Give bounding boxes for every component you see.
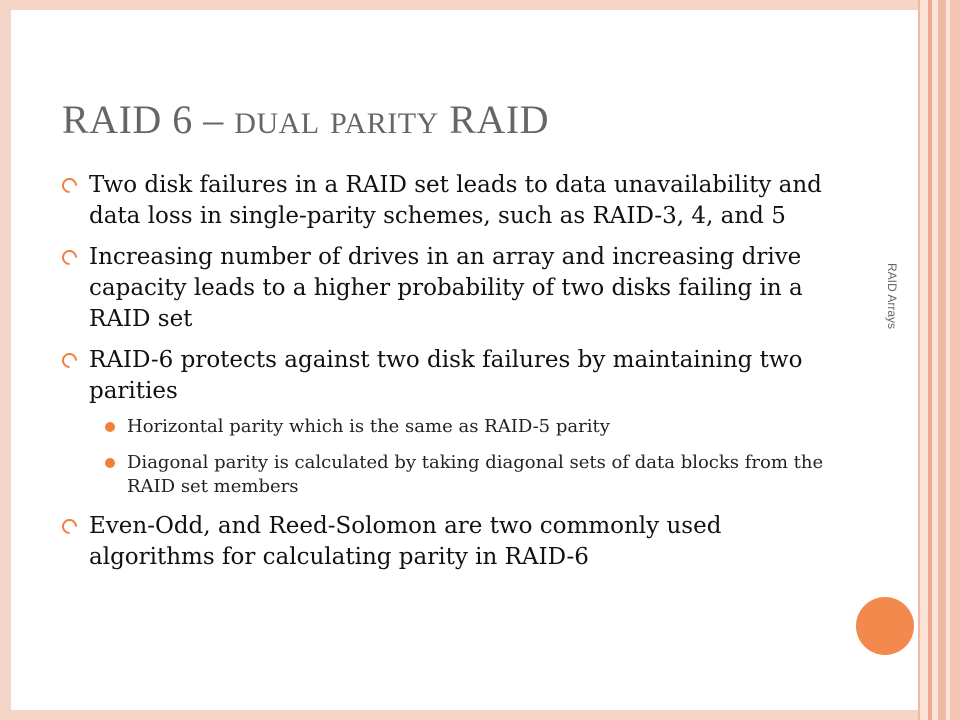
sub-bullet-dot-icon (105, 458, 115, 468)
bullet-list (60, 170, 840, 583)
bullet-text: Increasing number of drives in an array and increasing drive capacity leads to a higher probability of two disks failing in a RAID set (89, 244, 803, 332)
decorative-circle (856, 597, 914, 655)
bullet-item (60, 170, 840, 232)
bullet-marker-icon (59, 247, 80, 268)
sub-bullet-item (60, 415, 840, 439)
bullet-item (60, 511, 840, 573)
title-part (320, 97, 331, 142)
slide-title (62, 96, 549, 143)
bullet-item (60, 242, 840, 335)
right-stripe (950, 0, 960, 720)
bullet-text: RAID-6 protects against two disk failures by maintaining two parities (89, 347, 803, 404)
frame-bottom-border (0, 710, 922, 720)
bullet-text: Two disk failures in a RAID set leads to data unavailability and data loss in single-parity schemes, such as RAID-3, 4, and 5 (89, 172, 822, 229)
title-part: PARITY (330, 107, 439, 140)
title-part: DUAL (234, 107, 320, 140)
bullet-marker-icon (59, 516, 80, 537)
bullet-item (60, 345, 840, 407)
sub-bullet-dot-icon (105, 422, 115, 432)
right-stripe (938, 0, 946, 720)
frame-top-border (0, 0, 922, 10)
frame-left-border (0, 0, 11, 720)
title-part: RAID (438, 97, 549, 142)
bullet-marker-icon (59, 350, 80, 371)
bullet-marker-icon (59, 175, 80, 196)
side-label: RAID Arrays (885, 262, 899, 330)
sub-bullet-text: Diagonal parity is calculated by taking diagonal sets of data blocks from the RAID set members (127, 452, 824, 497)
sub-bullet-item (60, 451, 840, 499)
title-part: RAID 6 – (62, 97, 235, 142)
bullet-text: Even-Odd, and Reed-Solomon are two commonly used algorithms for calculating parity in RAID-6 (89, 513, 722, 570)
sub-bullet-text: Horizontal parity which is the same as RAID-5 parity (127, 416, 610, 437)
right-stripe (920, 0, 928, 720)
